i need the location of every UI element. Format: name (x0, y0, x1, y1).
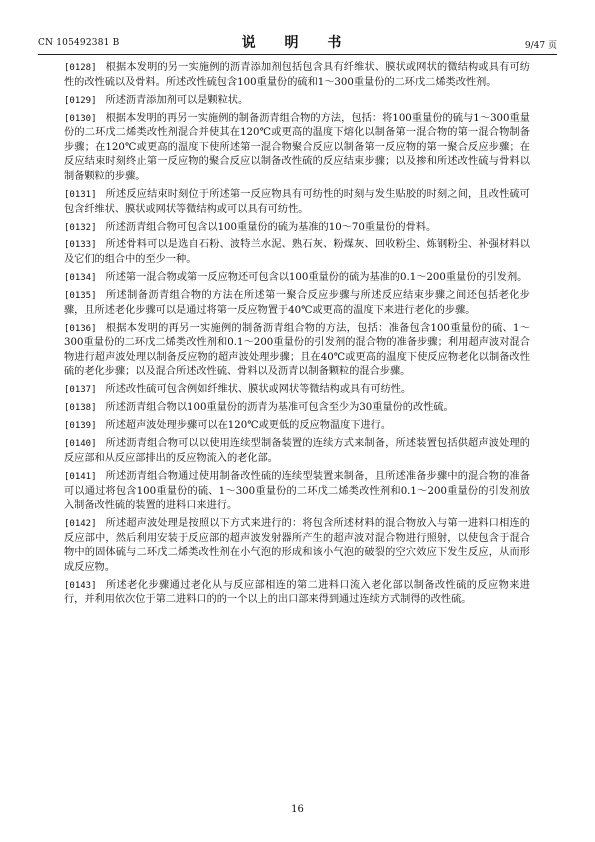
paragraph-text: 所述反应结束时刻位于所述第一反应物具有可纺性的时刻与发生贴胶的时刻之间，且改性硫可包含纤维状、膜状或网状等微结构或可以具有可纺性。 (64, 188, 530, 215)
paragraph-text: 所述超声波处理步骤可以在120℃或更低的反应物温度下进行。 (105, 420, 392, 432)
paragraph (64, 322, 530, 380)
paragraph-text: 所述骨料可以是选自石粉、波特兰水泥、熟石灰、粉煤灰、回收粉尘、炼钢粉尘、补强材料以及它们的组合中的至少一种。 (64, 239, 530, 266)
paragraph-text: 所述沥青添加剂可以是颗粒状。 (105, 94, 249, 106)
paragraph-text: 所述第一混合物或第一反应物还可包含以100重量份的硫为基准的0.1～200重量份的引发剂。 (105, 272, 528, 284)
document-title: 说 明 书 (241, 35, 354, 51)
paragraph-number: [0134] (64, 273, 97, 284)
page-header (38, 34, 557, 55)
paragraph-number: [0141] (64, 471, 97, 482)
paragraph (64, 383, 530, 398)
paragraph-text: 所述制备沥青组合物的方法在所述第一聚合反应步骤与所述反应结束步骤之间还包括老化步骤，且所述老化步骤可以是通过将第一反应物置于40℃或更高的温度下来进行老化的步骤。 (64, 290, 530, 316)
paragraph-number: [0128] (64, 63, 97, 73)
page-reference: 9/47 页 (524, 41, 557, 51)
paragraph (64, 221, 530, 236)
paragraph (64, 61, 530, 90)
paragraph-text: 所述沥青组合物以100重量份的沥青为基准可包含至少为30重量份的改性硫。 (105, 402, 454, 414)
paragraph (64, 188, 530, 217)
description-body (64, 61, 530, 611)
paragraph-text: 所述超声波处理是按照以下方式来进行的：将包含所述材料的混合物放入与第一进料口相连的反应部中，然后利用安装于反应部的超声波发射器所产生的超声波对混合物进行照射，以使包含于混合物中的固体硫与二环戊二烯类改性剂在小气泡的形成和该小气泡的破裂的空穴效应下发生反应，从而形成反应物。 (64, 518, 530, 573)
paragraph-text: 所述沥青组合物可包含以100重量份的硫为基准的10～70重量份的骨料。 (105, 221, 437, 233)
paragraph-number: [0139] (64, 421, 97, 432)
paragraph-text: 所述沥青组合物可以以使用连续型制备装置的连续方式来制备，所述装置包括供超声波处理的反应部和从反应部排出的反应物流入的老化部。 (64, 438, 530, 464)
paragraph-number: [0140] (64, 439, 97, 450)
paragraph (64, 470, 530, 514)
paragraph (64, 112, 530, 185)
paragraph-number: [0130] (64, 113, 97, 124)
paragraph-text: 根据本发明的再另一实施例的制备沥青组合物的方法，包括：将100重量份的硫与1～300重量份的二环戊二烯类改性剂混合并使其在120℃或更高的温度下熔化以制备第一混合物的第一混合物制备步骤；在120℃或更高的温度下使所述第一混合物聚合反应以制备第一反应物的第一聚合反应步骤；在反应结束时刻终止第一反应物的聚合反应以制备改性硫的反应结束步骤；以及掺和所述改性硫与骨料以制备颗粒的步骤。 (64, 112, 530, 182)
paragraph-text: 所述沥青组合物通过使用制备改性硫的连续型装置来制备，且所述准备步骤中的混合物的准备可以通过将包含100重量份的硫、1～300重量份的二环戊二烯类改性剂和0.1～200重量份的引发剂放入制备改性硫的装置的进料口来进行。 (64, 470, 530, 512)
paragraph (64, 517, 530, 575)
paragraph-number: [0142] (64, 519, 97, 530)
paragraph-text: 根据本发明的另一实施例的沥青添加剂包括包含具有纤维状、膜状或网状的微结构或具有可纺性的改性硫以及骨料。所述改性硫包含100重量份的硫和1～300重量份的二环戊二烯类改性剂。 (64, 62, 530, 88)
paragraph-number: [0129] (64, 95, 97, 106)
paragraph (64, 579, 530, 608)
paragraph (64, 419, 530, 434)
patent-number: CN 105492381 B (38, 38, 120, 48)
paragraph (64, 238, 530, 267)
paragraph-number: [0137] (64, 385, 97, 396)
paragraph (64, 401, 530, 416)
page-number: 16 (291, 804, 304, 815)
paragraph (64, 289, 530, 318)
paragraph-text: 根据本发明的再另一实施例的制备沥青组合物的方法，包括：准备包含100重量份的硫、1～300重量份的二环戊二烯类改性剂和0.1～200重量份的引发剂的混合物的准备步骤；利用超声波对混合物进行超声波处理以制备反应物的超声波处理步骤；且在40℃或更高的温度下使反应物老化以制备改性硫的老化步骤；以及混合所述改性硫、骨料以及沥青以制备颗粒的混合步骤。 (64, 322, 530, 378)
paragraph-number: [0136] (64, 323, 97, 334)
paragraph-text: 所述老化步骤通过老化从与反应部相连的第二进料口流入老化部以制备改性硫的反应物来进行，并利用依次位于第二进料口的的一个以上的出口部来得到通过连续方式制得的改性硫。 (64, 579, 530, 606)
paragraph-number: [0132] (64, 222, 97, 233)
paragraph-number: [0135] (64, 291, 97, 302)
paragraph-number: [0143] (64, 580, 97, 591)
paragraph (64, 271, 530, 286)
paragraph (64, 437, 530, 466)
paragraph-text: 所述改性硫可包含例如纤维状、膜状或网状等微结构或具有可纺性。 (105, 384, 412, 396)
paragraph (64, 94, 530, 109)
paragraph-number: [0138] (64, 403, 97, 414)
paragraph-number: [0131] (64, 189, 97, 200)
paragraph-number: [0133] (64, 240, 97, 251)
